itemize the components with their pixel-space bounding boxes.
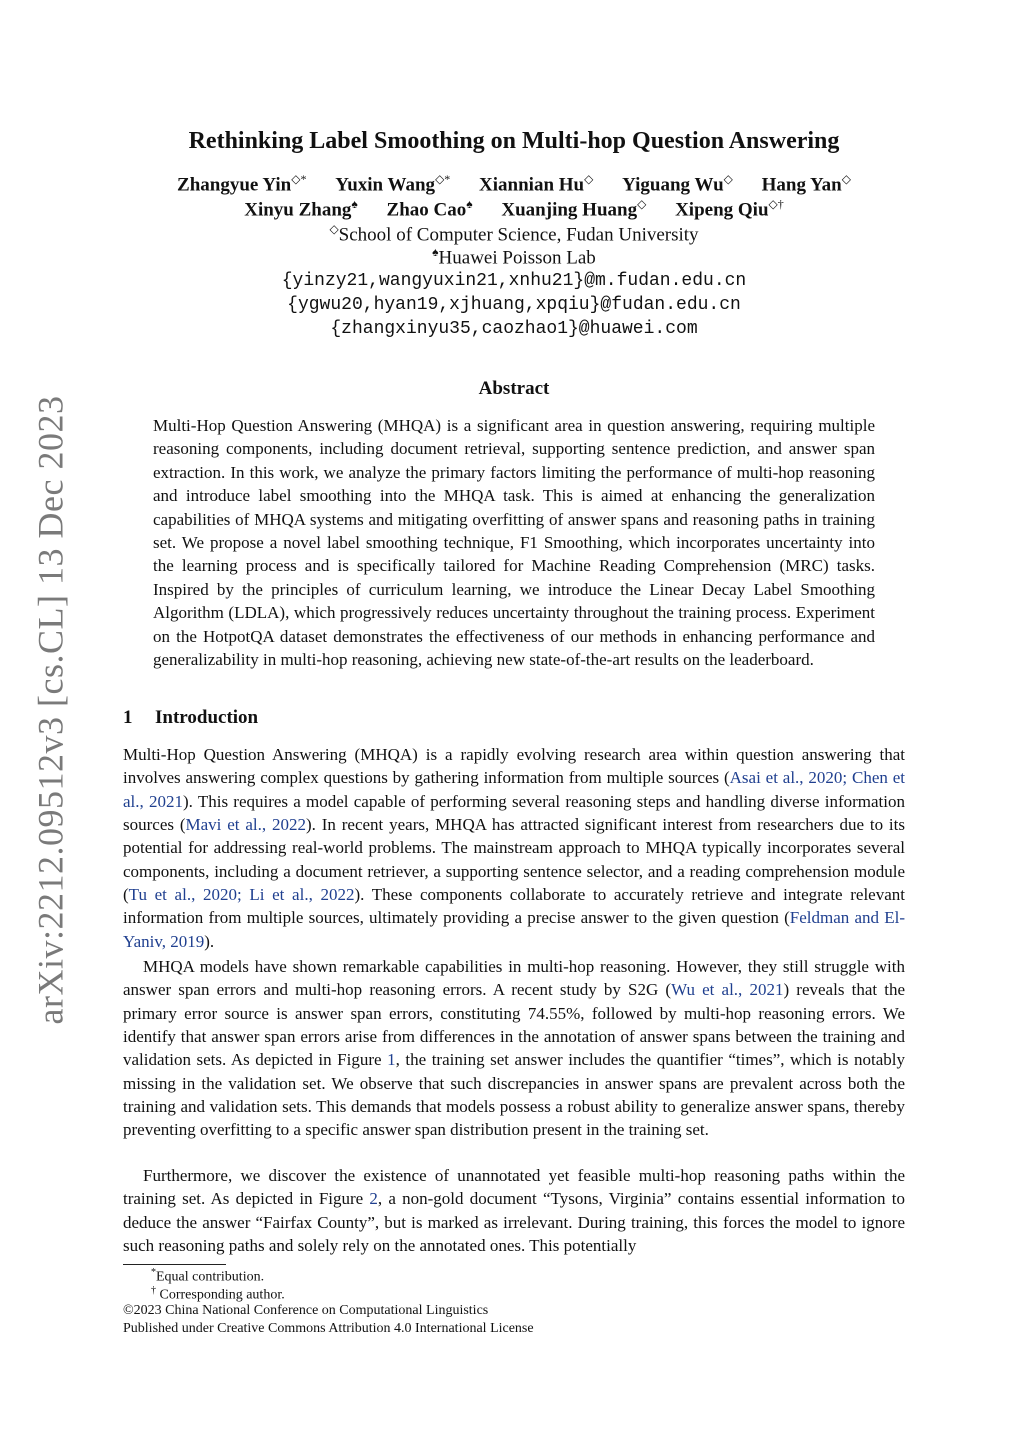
intro-paragraph-3: Furthermore, we discover the existence of unannotated yet feasible multi-hop reasoning paths within the training set. As depicted in Figure 2, a non-gold document “Tysons, Virginia” contains essential information to deduce the answer “Fairfax County”, but is marked as irrelevant. During training, this forces the model to ignore such reasoning paths and solely rely on the annotated ones. This potentially	[123, 1166, 905, 1256]
intro-paragraph-1: Multi-Hop Question Answering (MHQA) is a rapidly evolving research area within question answering that involves answering complex questions by gathering information from multiple sources (Asai et al., 2020; Chen et al., 2021). This requires a model capable of performing several reasoning steps and handling diverse information sources (Mavi et al., 2022). In recent years, MHQA has attracted significant interest from researchers due to its potential for addressing real-world problems. The mainstream approach to MHQA typically incorporates several components, including a document retriever, a supporting sentence selector, and a reading comprehension module (Tu et al., 2020; Li et al., 2022). These components collaborate to accurately retrieve and integrate relevant information from multiple sources, ultimately providing a precise answer to the given question (Feldman and El-Yaniv, 2019).	[123, 745, 906, 951]
abstract-heading: Abstract	[478, 378, 550, 399]
citation-link[interactable]: Mavi et al., 2022	[185, 815, 306, 835]
author: Hang Yan◇	[761, 172, 851, 196]
author: Xinyu Zhang♠	[244, 197, 358, 221]
author: Xipeng Qiu◇†	[675, 197, 784, 221]
section-heading: 1 Introduction	[123, 707, 259, 728]
author: Yuxin Wang◇*	[335, 172, 451, 196]
email-line: {ygwu20,hyan19,xjhuang,xpqiu}@fudan.edu.cn	[287, 295, 741, 315]
author-list-row-1	[123, 172, 905, 196]
license-notice: Published under Creative Commons Attribution 4.0 International License	[123, 1321, 534, 1336]
footnote-corresponding-author: † Corresponding author.	[151, 1285, 285, 1303]
citation-link[interactable]: Asai et al., 2020; Chen et al., 2021	[123, 768, 906, 811]
paper-title: Rethinking Label Smoothing on Multi-hop Question Answering	[188, 128, 840, 154]
citation-link[interactable]: Wu et al., 2021	[671, 980, 784, 1000]
affiliation-fudan: ◇School of Computer Science, Fudan University	[329, 222, 699, 246]
affiliation-huawei: ♠Huawei Poisson Lab	[432, 245, 596, 269]
author-list-row-2	[123, 197, 905, 221]
copyright-notice: ©2023 China National Conference on Computational Linguistics	[123, 1303, 489, 1318]
email-line: {zhangxinyu35,caozhao1}@huawei.com	[330, 319, 698, 339]
figure-reference-link[interactable]: 1	[387, 1050, 396, 1070]
footnote-equal-contribution: *Equal contribution.	[151, 1267, 265, 1285]
author: Yiguang Wu◇	[622, 172, 733, 196]
citation-link[interactable]: Feldman and El-Yaniv, 2019	[123, 908, 905, 951]
email-line: {yinzy21,wangyuxin21,xnhu21}@m.fudan.edu.cn	[281, 271, 747, 291]
author: Xuanjing Huang◇	[501, 197, 647, 221]
arxiv-identifier-text: arXiv:2212.09512v3 [cs.CL] 13 Dec 2023	[30, 395, 71, 1025]
author: Zhao Cao♠	[386, 197, 473, 221]
author: Zhangyue Yin◇*	[177, 172, 307, 196]
citation-link[interactable]: Tu et al., 2020; Li et al., 2022	[128, 885, 355, 905]
figure-reference-link[interactable]: 2	[369, 1189, 378, 1209]
intro-paragraph-2: MHQA models have shown remarkable capabilities in multi-hop reasoning. However, they still struggle with answer span errors and multi-hop reasoning errors. A recent study by S2G (Wu et al., 2021) reveals that the primary error source is answer span errors, constituting 74.55%, followed by multi-hop reasoning errors. We identify that answer span errors arise from differences in the annotation of answer spans between the training and validation sets. As depicted in Figure 1, the training set answer includes the quantifier “times”, which is notably missing in the validation set. We observe that such discrepancies in answer spans are prevalent across both the training and validation sets. This demands that models possess a robust ability to generalize answer spans, thereby preventing overfitting to a specific answer span distribution present in the training set.	[123, 957, 906, 1140]
author: Xiannian Hu◇	[479, 172, 594, 196]
arxiv-identifier	[8, 395, 92, 1025]
abstract-body: Multi-Hop Question Answering (MHQA) is a significant area in question answering, requiring multiple reasoning components, including document retrieval, supporting sentence prediction, and answer span extraction. In this work, we analyze the primary factors limiting the performance of multi-hop reasoning and introduce label smoothing into the MHQA task. This is aimed at enhancing the generalization capabilities of MHQA systems and mitigating overfitting of answer spans and reasoning paths in training set. We propose a novel label smoothing technique, F1 Smoothing, which incorporates uncertainty into the learning process and is specifically tailored for Machine Reading Comprehension (MRC) tasks. Inspired by the principles of curriculum learning, we introduce the Linear Decay Label Smoothing Algorithm (LDLA), which progressively reduces uncertainty throughout the training process. Experiment on the HotpotQA dataset demonstrates the effectiveness of our methods in enhancing performance and generalizability in multi-hop reasoning, achieving new state-of-the-art results on the leaderboard.	[153, 416, 875, 670]
footnote-divider	[123, 1264, 226, 1265]
